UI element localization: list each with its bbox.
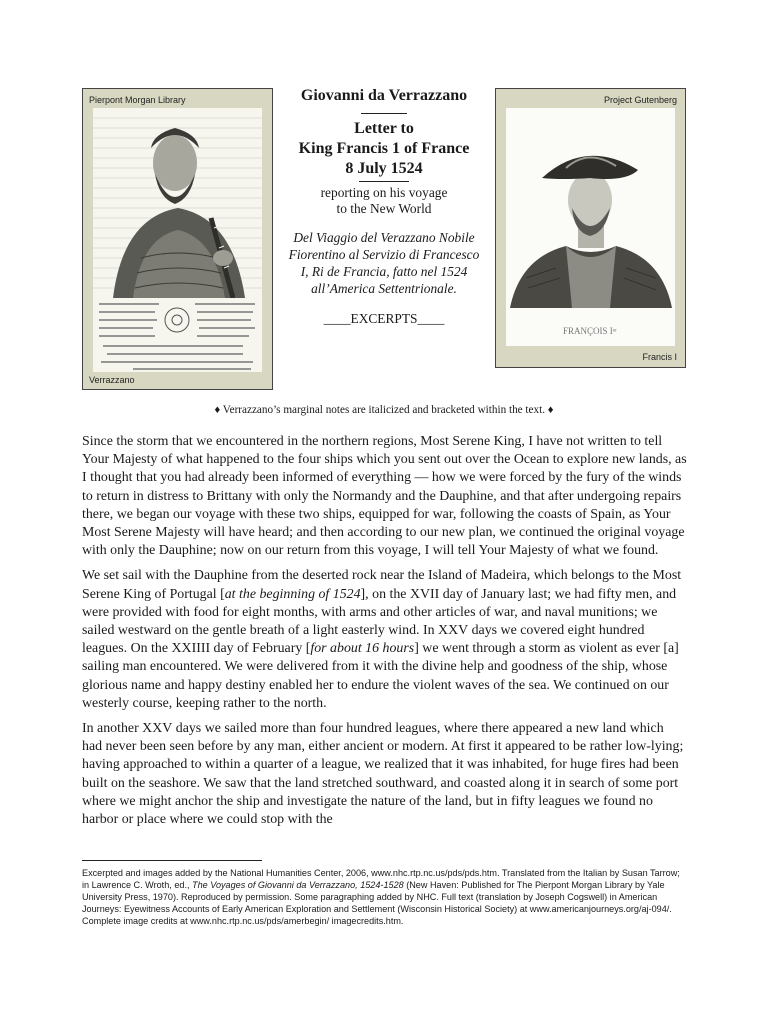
verrazzano-engraving	[93, 108, 262, 372]
marginal-notes-legend: ♦ Verrazzano’s marginal notes are italicized and bracketed within the text. ♦	[214, 404, 554, 416]
subtitle-line1: reporting on his voyage	[320, 185, 448, 200]
italian-title-line1: Del Viaggio del Verazzano Nobile	[293, 230, 475, 245]
excerpts-heading: ____EXCERPTS____	[323, 311, 445, 326]
letter-title-line2: King Francis 1 of France	[298, 140, 470, 157]
verrazzano-portrait-box	[82, 88, 273, 390]
date-divider	[359, 181, 409, 182]
letter-date: 8 July 1524	[345, 160, 423, 177]
title-block	[280, 86, 488, 327]
marginal-note: for about 16 hours	[310, 641, 415, 657]
subtitle-line2: to the New World	[336, 201, 432, 216]
italian-title-line4: all’America Settentrionale.	[311, 281, 457, 296]
project-gutenberg-credit: Project Gutenberg	[603, 95, 677, 105]
author-name: Giovanni da Verrazzano	[300, 87, 468, 104]
marginal-note: at the beginning of 1524	[224, 586, 361, 602]
paragraph-1: Since the storm that we encountered in the northern regions, Most Serene King, I have not written to tell Your Majesty of what happened to the four ships which you sent out over the Ocean to explore new lands, as I thought that you had already been informed of everything — how we were forced by the fury of the winds to return in distress to Brittany with only the Normandy and the Dauphine, and that after undergoing repairs there, we began our voyage with these two ships, equipped for war, following the coasts of Spain, as Your Most Serene Majesty will have heard; and then according to our new plan, we continued the original voyage with only the Dauphine; now on our return from this voyage, I will tell Your Majesty of what we found.	[82, 434, 687, 559]
letter-body	[82, 433, 687, 836]
francis-caption: Francis I	[642, 352, 677, 362]
letter-title-line1: Letter to	[354, 120, 414, 137]
verrazzano-caption: Verrazzano	[89, 375, 135, 385]
italian-title-line2: Fiorentino al Servizio di Francesco	[288, 247, 480, 262]
footnote: Excerpted and images added by the National Humanities Center, 2006, www.nhc.rtp.nc.us/pds/pds.htm. Translated from the Italian by Susan Tarrow; in Lawrence C. Wroth, ed., The Voyages of Giovanni da Verrazzano, 1524-1528 (New Haven: Published for The Pierpont Morgan Library by Yale University Press, 1970). Reproduced by permission. Some paragraphing added by NHC. Full text (translation by Joseph Cogswell) in American Journeys: Eyewitness Accounts of Early American Exploration and Settlement (Wisconsin Historical Society) at www.americanjourneys.org/aj-094/. Complete image credits at www.nhc.rtp.nc.us/pds/amerbegin/ imagecredits.htm.	[82, 868, 680, 926]
footnote-divider	[82, 860, 262, 861]
title-divider	[361, 113, 407, 114]
paragraph-3: In another XXV days we sailed more than four hundred leagues, where there appeared a new land which had never been seen before by any man, either ancient or modern. At first it appeared to be rather low-lying; having approached to within a quarter of a league, we realized that it was inhabited, for huge fires had been built on the seashore. We saw that the land stretched southward, and coasted along it in search of some port where we might anchor the ship and investigate the nature of the land, but in fifty leagues we found no harbor or place where we could stop with the	[82, 721, 684, 828]
italian-title	[280, 229, 488, 297]
francis-engraving-caption: FRANÇOIS Iᵉʳ	[562, 326, 618, 336]
paragraph-2: We set sail with the Dauphine from the deserted rock near the Island of Madeira, which belongs to the Most Serene King of Portugal [at the beginning of 1524], on the XVII day of January last; we had fifty men, and were provided with food for eight months, with arms and other articles of war, and naval munitions; we sailed westward on the gentle breath of a light easterly wind. In XXV days we covered eight hundred leagues. On the XXIIII day of February [for about 16 hours] we went through a storm as violent as ever [a] sailing man encountered. We were delivered from it with the divine help and goodness of the ship, whose glorious name and happy destiny enabled her to endure the violent waves of the sea. We continued on our westerly course, keeping rather to the north.	[82, 568, 682, 711]
italian-title-line3: I, Ri de Francia, fatto nel 1524	[300, 264, 468, 279]
francis-portrait-box	[495, 88, 686, 368]
pierpont-morgan-credit: Pierpont Morgan Library	[89, 95, 186, 105]
book-title: The Voyages of Giovanni da Verrazzano, 1524-1528	[192, 880, 404, 890]
francis-engraving	[506, 108, 675, 346]
